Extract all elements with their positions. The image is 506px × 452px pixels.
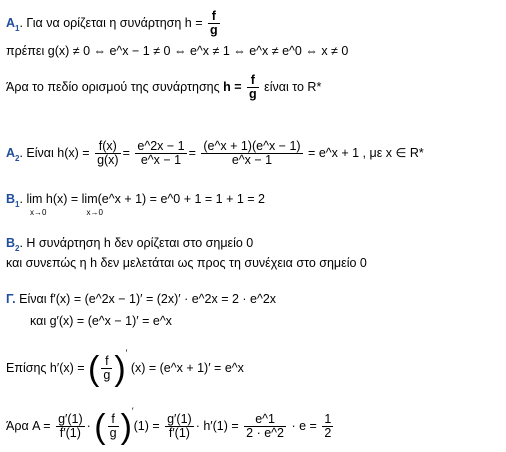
b2-line1: $B_2$. Η συνάρτηση h δεν ορίζεται στο σημείο 0 bbox=[6, 236, 254, 253]
a1-line3: Άρα το πεδίο ορισμού της συνάρτησης h = $\frac{f}{g}$ είναι το R* bbox=[6, 73, 322, 101]
b1-lim-under: x→0 x→0 bbox=[30, 208, 103, 217]
b2-line2: και συνεπώς η h δεν μελετάται ως προς τη συνέχεια στο σημείο 0 bbox=[6, 256, 367, 270]
b1-label: $B_1$ bbox=[6, 192, 20, 209]
a1-line1: $A_1$. Για να ορίζεται η συνάρτηση h = $\frac{f}{g}$ bbox=[6, 9, 218, 37]
g-label: Γ. bbox=[6, 292, 16, 306]
a1-label: $A_1$ bbox=[6, 15, 20, 33]
a1-fraction: $\frac{f}{g}$ bbox=[210, 9, 218, 37]
g-line3: Επίσης h′(x) = ( $\frac{f}{g}$ )′ (x) = (e^x + 1)′ = e^x bbox=[6, 348, 244, 388]
g-line1: Γ. Είναι f′(x) = (e^2x − 1)′ = (2x)′ · e^2x = 2 · e^2x bbox=[6, 292, 277, 306]
g-line2: και g′(x) = (e^x − 1)′ = e^x bbox=[30, 314, 172, 328]
a2-label: $A_2$ bbox=[6, 145, 20, 163]
b1-line: $B_1$. lim h(x) = lim(e^x + 1) = e^0 + 1 = 1 + 1 = 2 bbox=[6, 192, 266, 209]
g-line4: Άρα A = $\frac{g'(1)}{f'(1)}$ · ( $\frac{f}{g}$ )′(1) = $\frac{g'(1)}{f'(1)}$ · h′(1) = $\frac{e\^{}1}{2 \cdot e\^{}2}$ · e = $\frac{1}{2}$ bbox=[6, 406, 332, 446]
a1-line2: πρέπει g(x) ≠ 0 ⇔ e^x − 1 ≠ 0 ⇔ e^x ≠ 1 ⇔ e^x ≠ e^0 ⇔ x ≠ 0 bbox=[6, 44, 349, 58]
b2-label: $B_2$ bbox=[6, 236, 20, 253]
a2-line: $A_2$. Είναι h(x) = $\frac{f(x)}{g(x)}$ = $\frac{e\^{}2x - 1}{e\^{}x - 1}$ = $\frac{(e\^{}x + 1)(e\^{}x - 1)}{e\^{}x - 1}$ = e^x + 1 , με x ∈ R* bbox=[6, 139, 424, 167]
